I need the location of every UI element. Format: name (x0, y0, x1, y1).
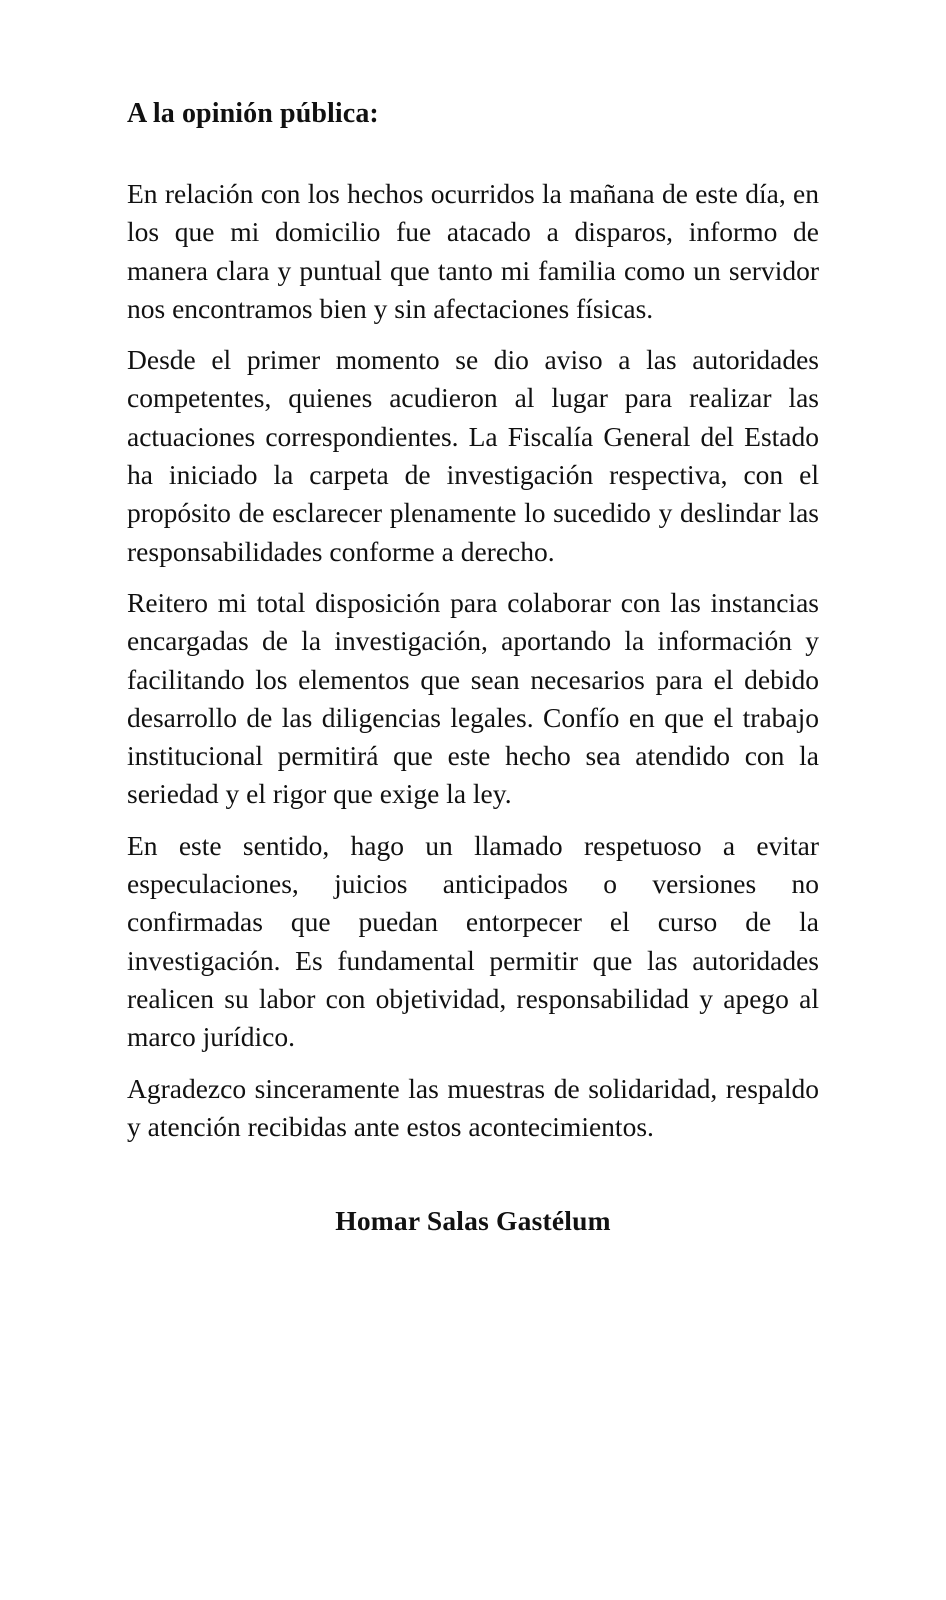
signature-block (127, 1202, 819, 1240)
paragraph-2: Desde el primer momento se dio aviso a las autoridades competentes, quienes acudieron al lugar para realizar las actuaciones correspondientes. La Fiscalía General del Estado ha iniciado la carpeta de investigación respectiva, con el propósito de esclarecer plenamente lo sucedido y deslindar las responsabilidades conforme a derecho. (127, 344, 819, 567)
paragraph-3: Reitero mi total disposición para colaborar con las instancias encargadas de la investigación, aportando la información y facilitando los elementos que sean necesarios para el debido desarrollo de las diligencias legales. Confío en que el trabajo institucional permitirá que este hecho sea atendido con la seriedad y el rigor que exige la ley. (127, 586, 819, 810)
paragraph-5: Agradezco sinceramente las muestras de solidaridad, respaldo y atención recibidas ante estos acontecimientos. (127, 1072, 819, 1142)
paragraph-1: En relación con los hechos ocurridos la mañana de este día, en los que mi domicilio fue atacado a disparos, informo de manera clara y puntual que tanto mi familia como un servidor nos encontramos bien y sin afectaciones físicas. (127, 178, 819, 324)
signature-name: Homar Salas Gastélum (335, 1205, 611, 1237)
paragraph-4: En este sentido, hago un llamado respetuoso a evitar especulaciones, juicios anticipados o versiones no confirmadas que puedan entorpecer el curso de la investigación. Es fundamental permitir que las autoridades realicen su labor con objetividad, responsabilidad y apego al marco jurídico. (127, 829, 819, 1053)
document-body (127, 95, 819, 1240)
page-title: A la opinión pública: (127, 98, 379, 129)
